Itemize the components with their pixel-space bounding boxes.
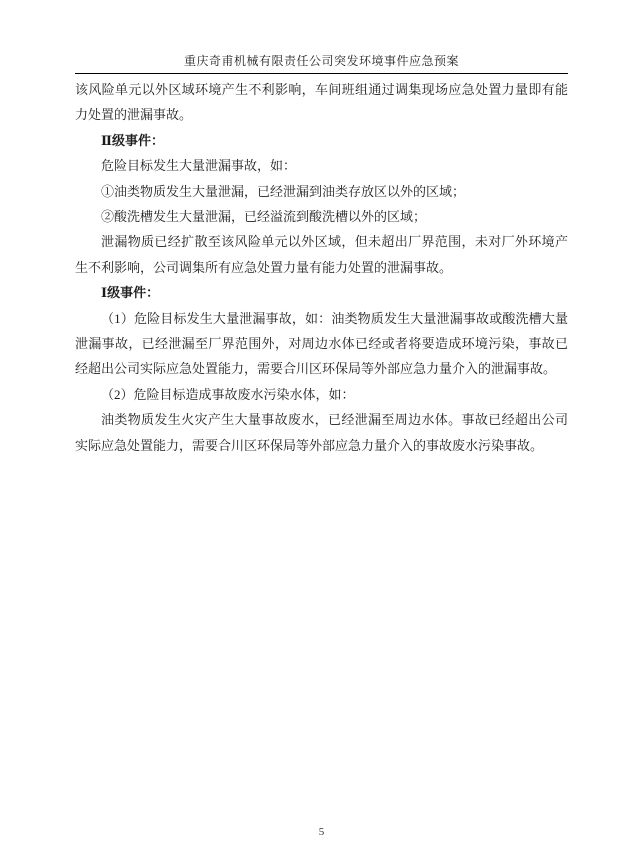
level-1-event-item-2-description: 油类物质发生火灾产生大量事故废水，已经泄漏至周边水体。事故已经超出公司实际应急处置能力，需要合川区环保局等外部应急力量介入的事故废水污染事故。	[75, 412, 568, 453]
document-header-title: 重庆奇甫机械有限责任公司突发环境事件应急预案	[183, 54, 459, 68]
level-2-event-description: 危险目标发生大量泄漏事故，如：	[101, 158, 297, 174]
page-number: 5	[318, 826, 325, 838]
level-2-event-scope-paragraph: 泄漏物质已经扩散至该风险单元以外区域，但未超出厂界范围，未对厂外环境产生不利影响，公司调集所有应急处置力量有能力处置的泄漏事故。	[75, 234, 568, 275]
level-1-event-item-1: （1）危险目标发生大量泄漏事故，如：油类物质发生大量泄漏事故或酸洗槽大量泄漏事故，已经泄漏至厂界范围外，对周边水体已经或者将要造成环境污染，事故已经超出公司实际应急处置能力，需要合川区环保局等外部应急力量介入的泄漏事故。	[75, 310, 568, 377]
level-1-event-item-2: （2）危险目标造成事故废水污染水体，如：	[101, 386, 355, 402]
level-2-event-item-2: ②酸洗槽发生大量泄漏，已经溢流到酸洗槽以外的区域；	[101, 209, 427, 225]
level-1-event-heading: Ⅰ级事件：	[101, 285, 160, 301]
level-2-event-heading: Ⅱ级事件：	[101, 132, 164, 148]
level-2-event-item-1: ①油类物质发生大量泄漏，已经泄漏到油类存放区以外的区域；	[101, 183, 466, 199]
intro-continuation-paragraph: 该风险单元以外区域环境产生不利影响，车间班组通过调集现场应急处置力量即有能力处置的泄漏事故。	[75, 82, 568, 123]
document-footer	[75, 826, 568, 838]
document-header	[75, 54, 568, 74]
document-body	[75, 77, 568, 458]
